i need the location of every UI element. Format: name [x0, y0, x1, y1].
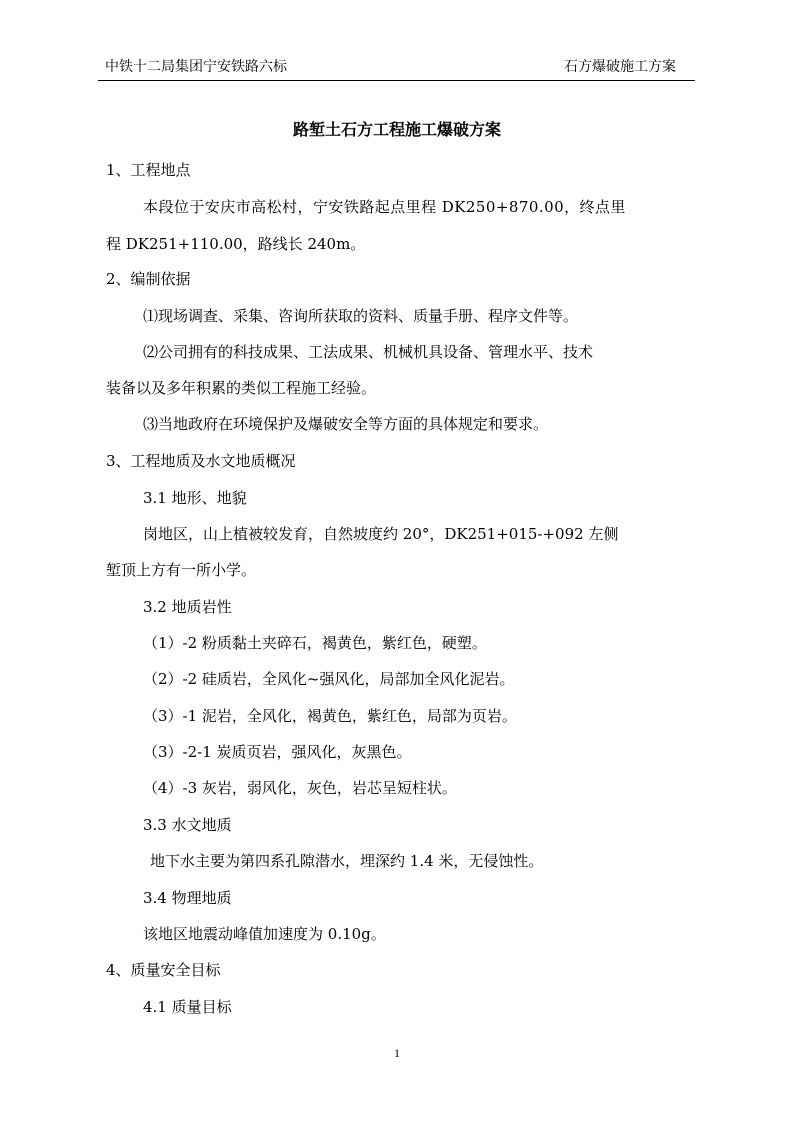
section-heading-1: 1、工程地点: [106, 161, 191, 179]
page-number: 1: [394, 1046, 400, 1060]
list-item: （4）-3 灰岩，弱风化，灰色，岩芯呈短柱状。: [143, 779, 457, 797]
header-left-text: 中铁十二局集团宁安铁路六标: [105, 59, 287, 75]
paragraph-line: 岗地区，山上植被较发育，自然坡度约 20°，DK251+015-+092 左侧: [143, 525, 619, 543]
subsection-heading: 3.4 物理地质: [143, 889, 232, 907]
paragraph-line: 堑顶上方有一所小学。: [106, 561, 257, 579]
subsection-heading: 3.3 水文地质: [143, 816, 232, 834]
list-item: （3）-1 泥岩，全风化，褐黄色，紫红色，局部为页岩。: [143, 707, 517, 725]
section-heading-4: 4、质量安全目标: [106, 961, 221, 979]
paragraph-line: 程 DK251+110.00，路线长 240m。: [106, 235, 366, 253]
list-item: ⑶当地政府在环境保护及爆破安全等方面的具体规定和要求。: [143, 415, 549, 433]
section-heading-2: 2、编制依据: [106, 270, 191, 288]
paragraph-line: 装备以及多年积累的类似工程施工经验。: [106, 379, 377, 397]
list-item: （1）-2 粉质黏土夹碎石，褐黄色，紫红色，硬塑。: [143, 634, 487, 652]
paragraph-line: 本段位于安庆市高松村，宁安铁路起点里程 DK250+870.00，终点里: [143, 198, 626, 216]
list-item: （3）-2-1 炭质页岩，强风化，灰黑色。: [143, 743, 412, 761]
list-item: （2）-2 硅质岩，全风化~强风化，局部加全风化泥岩。: [143, 670, 515, 688]
paragraph-line: 地下水主要为第四系孔隙潜水，埋深约 1.4 米，无侵蚀性。: [150, 852, 544, 870]
subsection-heading: 3.2 地质岩性: [143, 598, 232, 616]
header-divider: [98, 80, 695, 81]
list-item: ⑴现场调查、采集、咨询所获取的资料、质量手册、程序文件等。: [143, 307, 579, 325]
subsection-heading: 4.1 质量目标: [143, 998, 232, 1016]
list-item: ⑵公司拥有的科技成果、工法成果、机械机具设备、管理水平、技术: [143, 343, 594, 361]
section-heading-3: 3、工程地质及水文地质概况: [106, 452, 296, 470]
document-title: 路堑土石方工程施工爆破方案: [292, 120, 501, 139]
subsection-heading: 3.1 地形、地貌: [143, 489, 247, 507]
header-right-text: 石方爆破施工方案: [564, 59, 676, 75]
paragraph-line: 该地区地震动峰值加速度为 0.10g。: [143, 925, 386, 943]
